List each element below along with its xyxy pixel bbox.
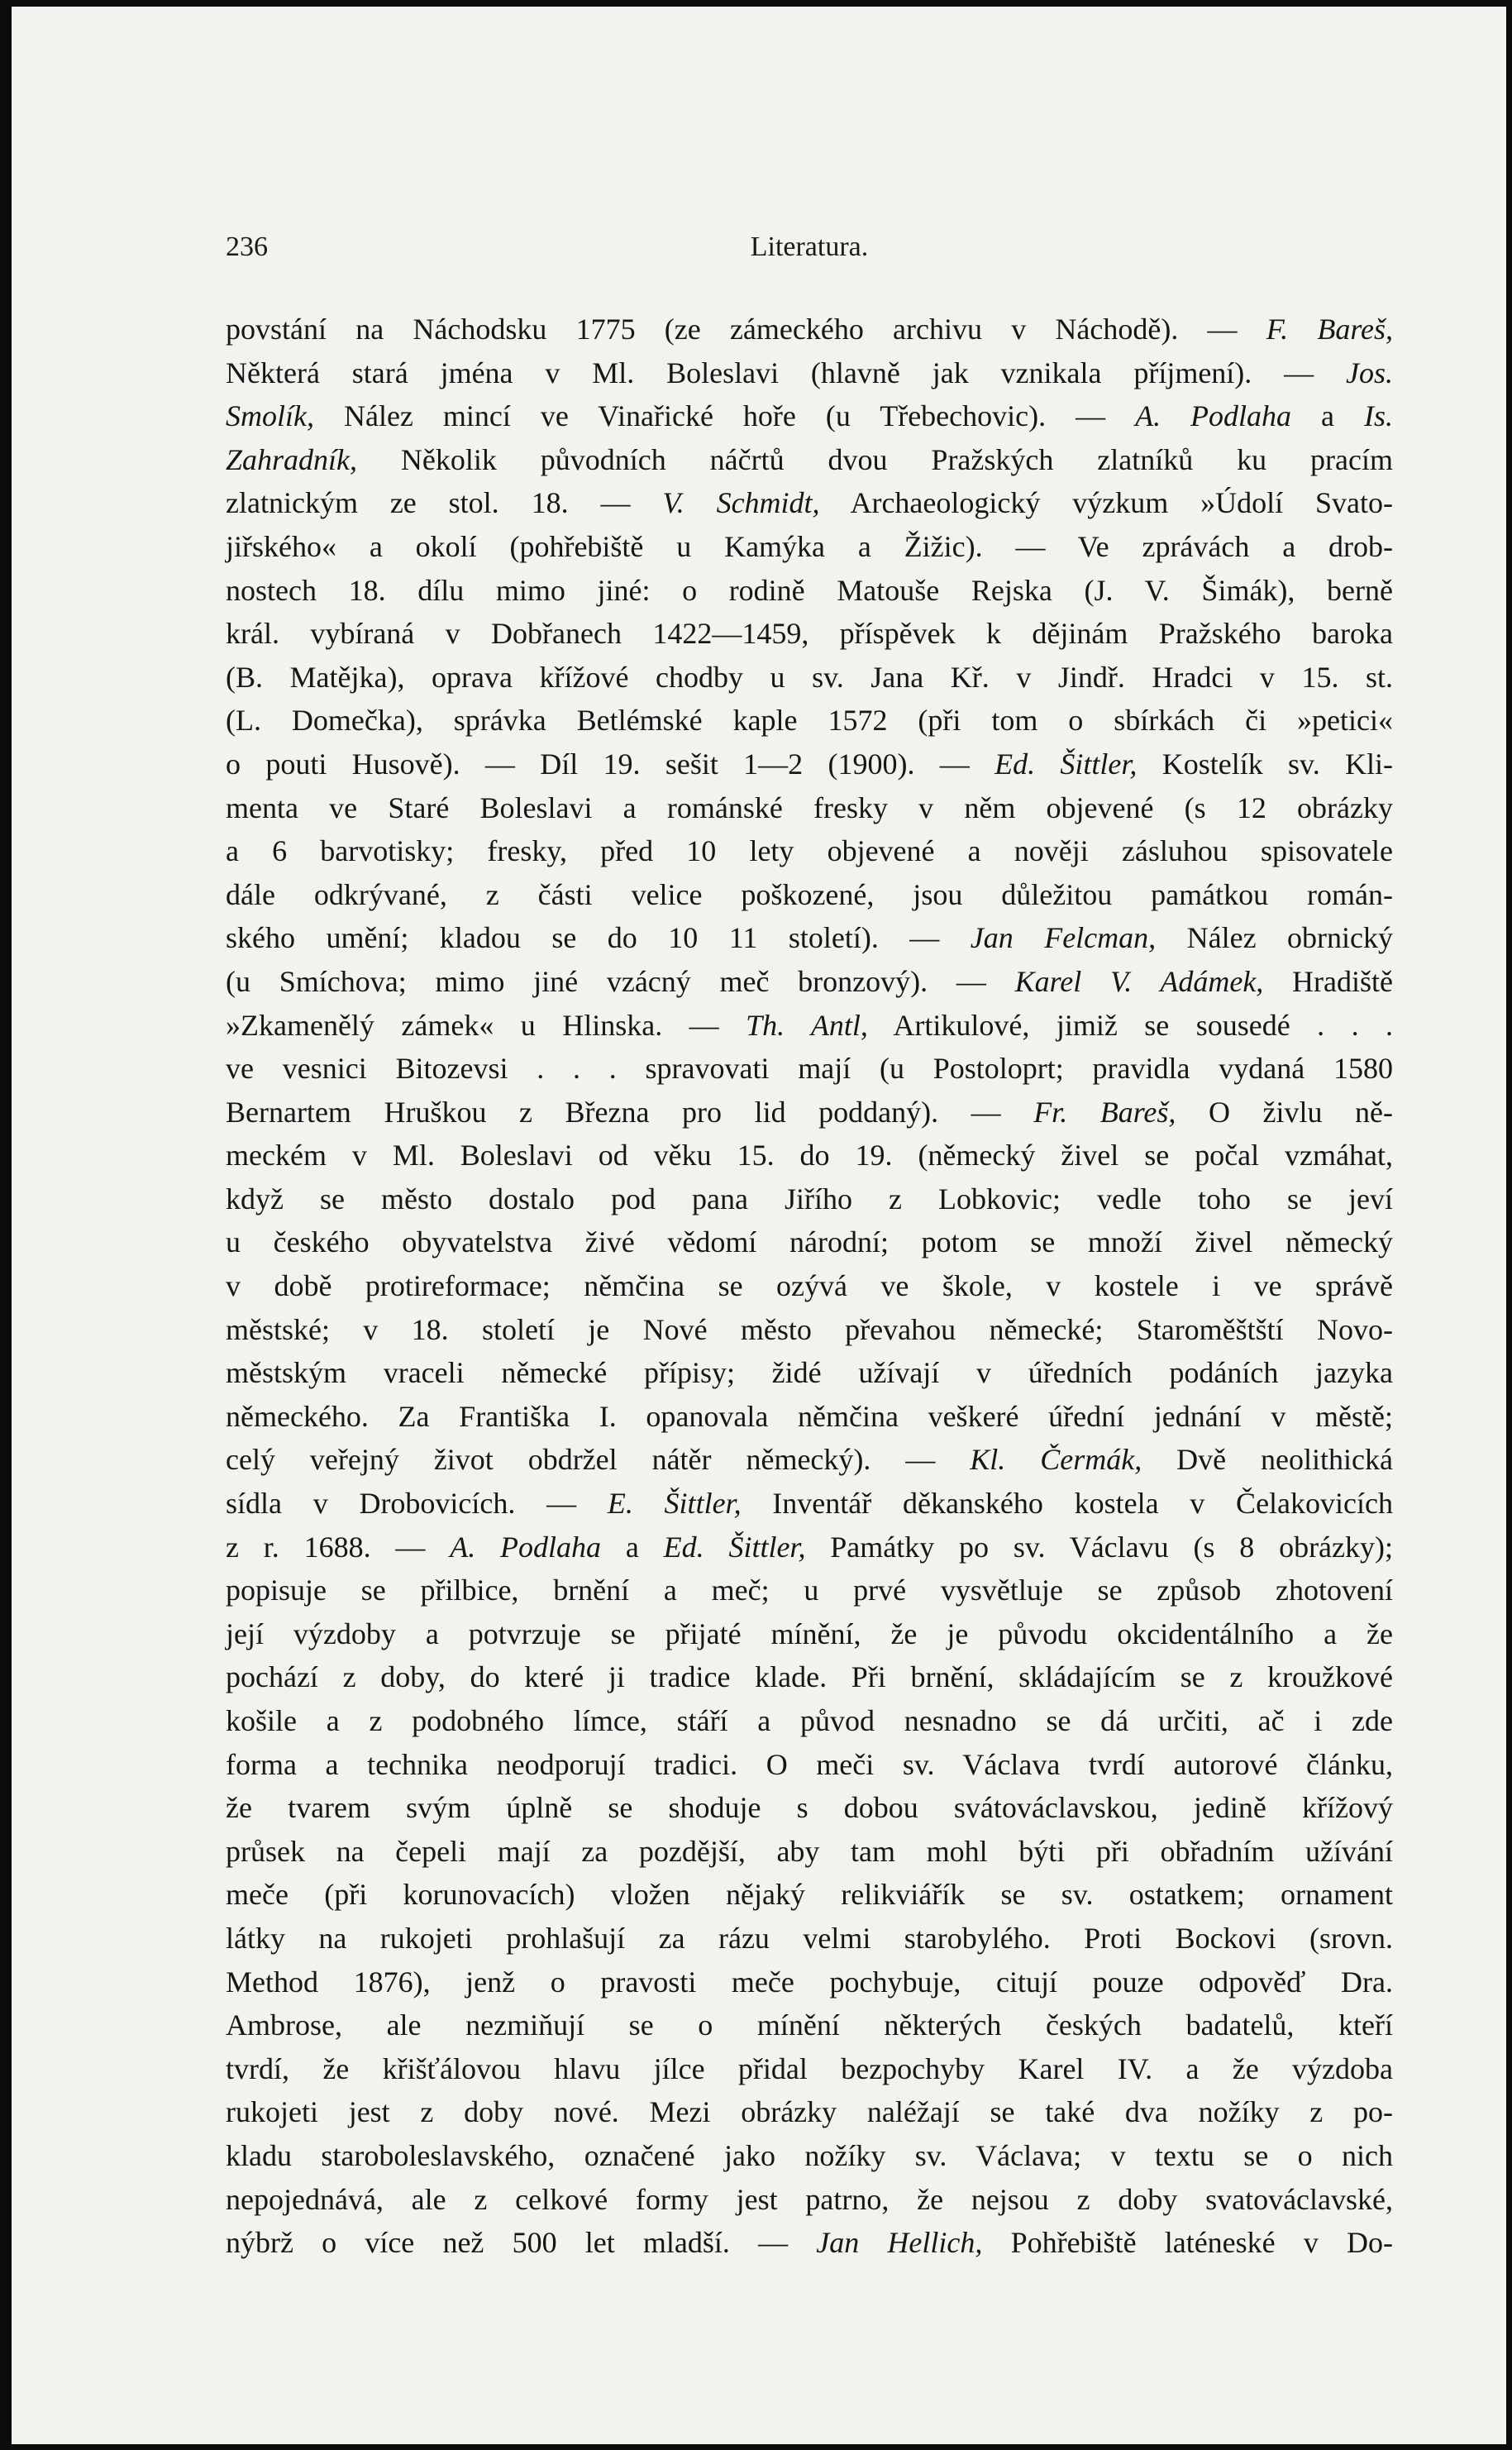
- text-line: [226, 1220, 1393, 1264]
- author-name: Th. Antl,: [746, 1008, 868, 1042]
- text-line: [226, 569, 1393, 613]
- text-segment: že tvarem svým úplně se shoduje s dobou svátováclavskou, jedině křížový: [226, 1791, 1393, 1825]
- text-line: [226, 481, 1393, 525]
- text-segment: (B. Matějka), oprava křížové chodby u sv. Jana Kř. v Jindř. Hradci v 15. st.: [226, 660, 1393, 694]
- text-segment: meckém v Ml. Boleslavi od věku 15. do 19. (německý živel se počal vzmáhat,: [226, 1139, 1393, 1172]
- text-segment: nýbrž o více než 500 let mladší. —: [226, 2226, 817, 2260]
- text-line: [226, 1482, 1393, 1526]
- text-line: [226, 1177, 1393, 1221]
- text-segment: Památky po sv. Václavu (s 8 obrázky);: [805, 1530, 1394, 1564]
- text-segment: pochází z doby, do které ji tradice klade. Při brnění, skládajícím se z kroužkové: [226, 1660, 1393, 1694]
- text-segment: když se město dostalo pod pana Jiřího z Lobkovic; vedle toho se jeví: [226, 1182, 1393, 1215]
- book-page: [12, 7, 1506, 2444]
- text-segment: nostech 18. dílu mimo jiné: o rodině Matouše Rejska (J. V. Šimák), berně: [226, 573, 1393, 607]
- text-segment: ského umění; kladou se do 10 11 století). —: [226, 921, 971, 955]
- text-segment: kladu staroboleslavského, označené jako nožíky sv. Václava; v textu se o nich: [226, 2138, 1393, 2172]
- text-line: [226, 656, 1393, 700]
- author-name: Zahradník,: [226, 442, 358, 476]
- text-segment: městským vraceli německé přípisy; židé užívají v úředních podáních jazyka: [226, 1356, 1393, 1390]
- text-line: [226, 786, 1393, 830]
- text-line: [226, 1351, 1393, 1395]
- text-segment: městské; v 18. století je Nové město převahou německé; Staroměštští Novo-: [226, 1312, 1393, 1346]
- text-segment: látky na rukojeti prohlašují za rázu velmi starobylého. Proti Bockovi (srovn.: [226, 1921, 1393, 1955]
- author-name: Jan Felcman,: [970, 921, 1157, 955]
- body-text: [226, 308, 1393, 2265]
- text-segment: a: [601, 1530, 664, 1564]
- text-line: [226, 2047, 1393, 2091]
- text-segment: jiřského« a okolí (pohřebiště u Kamýka a Žižic). — Ve zprávách a drob-: [226, 529, 1393, 563]
- text-line: [226, 1134, 1393, 1177]
- text-line: [226, 1264, 1393, 1308]
- text-segment: král. vybíraná v Dobřanech 1422—1459, příspěvek k dějinám Pražského baroka: [226, 617, 1393, 651]
- text-segment: popisuje se přilbice, brnění a meč; u prvé vysvětluje se způsob zhotovení: [226, 1574, 1393, 1607]
- text-segment: Method 1876), jenž o pravosti meče pochybuje, citují pouze odpověď Dra.: [226, 1965, 1393, 1999]
- author-name: Jos.: [1346, 356, 1393, 389]
- text-line: [226, 2134, 1393, 2178]
- text-segment: zlatnickým ze stol. 18. —: [226, 486, 663, 520]
- text-line: [226, 2221, 1393, 2265]
- text-segment: Nález obrnický: [1156, 921, 1393, 955]
- text-segment: meče (při korunovacích) vložen nějaký relikviářík se sv. ostatkem; ornament: [226, 1878, 1393, 1912]
- author-name: A. Podlaha: [1135, 399, 1292, 433]
- text-segment: německého. Za Františka I. opanovala němčina veškeré úřední jednání v městě;: [226, 1399, 1393, 1433]
- text-line: [226, 1917, 1393, 1960]
- author-name: Is.: [1364, 399, 1394, 433]
- text-segment: z r. 1688. —: [226, 1530, 451, 1564]
- text-segment: povstání na Náchodsku 1775 (ze zámeckého archivu v Náchodě). —: [226, 313, 1266, 346]
- text-segment: Některá stará jména v Ml. Boleslavi (hlavně jak vznikala příjmení). —: [226, 356, 1346, 389]
- text-line: [226, 2090, 1393, 2134]
- text-segment: její výzdoby a potvrzuje se přijaté mínění, že je původu okcidentálního a že: [226, 1617, 1393, 1650]
- text-line: [226, 743, 1393, 786]
- text-line: [226, 1655, 1393, 1699]
- text-segment: dále odkrývané, z části velice poškozené, jsou důležitou památkou román-: [226, 877, 1393, 911]
- text-segment: (L. Domečka), správka Betlémské kaple 1572 (při tom o sbírkách či »petici«: [226, 704, 1393, 738]
- text-line: [226, 1047, 1393, 1091]
- author-name: Karel V. Adámek,: [1014, 964, 1264, 998]
- text-segment: ve vesnici Bitozevsi . . . spravovati mají (u Postoloprt; pravidla vydaná 1580: [226, 1052, 1393, 1086]
- text-segment: menta ve Staré Boleslavi a románské fresky v něm objevené (s 12 obrázky: [226, 790, 1393, 824]
- text-line: [226, 1699, 1393, 1743]
- text-segment: Pohřebiště laténeské v Do-: [982, 2226, 1393, 2260]
- text-segment: průsek na čepeli mají za pozdější, aby tam mohl býti při obřadním užívání: [226, 1834, 1393, 1868]
- author-name: V. Schmidt,: [662, 486, 820, 520]
- text-line: [226, 2003, 1393, 2047]
- text-segment: sídla v Drobovicích. —: [226, 1487, 608, 1521]
- text-segment: Dvě neolithická: [1142, 1443, 1393, 1477]
- text-segment: Bernartem Hruškou z Března pro lid poddaný). —: [226, 1095, 1034, 1129]
- author-name: Kl. Čermák,: [970, 1443, 1142, 1477]
- text-line: [226, 873, 1393, 917]
- text-line: [226, 2178, 1393, 2222]
- text-line: [226, 1873, 1393, 1917]
- text-segment: »Zkamenělý zámek« u Hlinska. —: [226, 1008, 746, 1042]
- author-name: Fr. Bareš,: [1033, 1095, 1176, 1129]
- text-segment: Artikulové, jimiž se sousedé . . .: [867, 1008, 1394, 1042]
- text-line: [226, 612, 1393, 656]
- author-name: F. Bareš,: [1266, 313, 1393, 346]
- text-segment: košile a z podobného límce, stáří a původ nesnadno se dá určiti, ač i zde: [226, 1704, 1393, 1737]
- text-line: [226, 1004, 1393, 1048]
- text-segment: u českého obyvatelstva živé vědomí národní; potom se množí živel německý: [226, 1225, 1393, 1259]
- text-line: [226, 351, 1393, 395]
- author-name: Ed. Šittler,: [663, 1530, 806, 1564]
- text-segment: forma a technika neodporují tradici. O meči sv. Václava tvrdí autorové článku,: [226, 1747, 1393, 1781]
- text-line: [226, 525, 1393, 569]
- text-segment: Několik původních náčrtů dvou Pražských zlatníků ku pracím: [357, 442, 1393, 476]
- author-name: Ed. Šittler,: [994, 747, 1138, 781]
- text-segment: O živlu ně-: [1176, 1095, 1393, 1129]
- text-line: [226, 1612, 1393, 1656]
- text-line: [226, 1830, 1393, 1874]
- text-segment: Nález mincí ve Vinařické hoře (u Třebechovic). —: [313, 399, 1136, 433]
- text-line: [226, 1091, 1393, 1134]
- text-segment: (u Smíchova; mimo jiné vzácný meč bronzový). —: [226, 964, 1015, 998]
- text-line: [226, 1308, 1393, 1352]
- running-title: Literatura.: [750, 232, 869, 262]
- text-segment: Archaeologický výzkum »Údolí Svato-: [819, 486, 1393, 520]
- text-segment: nepojednává, ale z celkové formy jest patrno, že nejsou z doby svatováclavské,: [226, 2182, 1393, 2216]
- text-segment: Kostelík sv. Kli-: [1137, 747, 1393, 781]
- text-segment: v době protireformace; němčina se ozývá ve škole, v kostele i ve správě: [226, 1269, 1393, 1303]
- text-line: [226, 1569, 1393, 1612]
- page-header: [226, 232, 1393, 273]
- text-line: [226, 916, 1393, 960]
- text-line: [226, 960, 1393, 1004]
- text-line: [226, 308, 1393, 351]
- author-name: A. Podlaha: [450, 1530, 602, 1564]
- text-segment: Hradiště: [1263, 964, 1393, 998]
- text-segment: o pouti Husově). — Díl 19. sešit 1—2 (1900). —: [226, 747, 995, 781]
- text-segment: rukojeti jest z doby nové. Mezi obrázky naléžají se také dva nožíky z po-: [226, 2095, 1393, 2129]
- text-segment: tvrdí, že křišťálovou hlavu jílce přidal bezpochyby Karel IV. a že výzdoba: [226, 2051, 1393, 2085]
- text-line: [226, 1743, 1393, 1787]
- text-segment: a 6 barvotisky; fresky, před 10 lety objevené a nověji zásluhou spisovatele: [226, 834, 1393, 868]
- text-line: [226, 1395, 1393, 1439]
- text-line: [226, 829, 1393, 873]
- page-number: 236: [226, 232, 268, 262]
- text-line: [226, 1438, 1393, 1482]
- author-name: Jan Hellich,: [816, 2226, 983, 2260]
- author-name: E. Šittler,: [607, 1487, 742, 1521]
- text-line: [226, 1786, 1393, 1830]
- text-line: [226, 394, 1393, 438]
- author-name: Smolík,: [226, 399, 314, 433]
- text-line: [226, 699, 1393, 743]
- text-segment: a: [1291, 399, 1365, 433]
- text-segment: Ambrose, ale nezmiňují se o mínění některých českých badatelů, kteří: [226, 2008, 1393, 2042]
- text-segment: celý veřejný život obdržel nátěr německý). —: [226, 1443, 971, 1477]
- text-line: [226, 438, 1393, 482]
- text-segment: Inventář děkanského kostela v Čelakovicích: [741, 1487, 1393, 1521]
- text-line: [226, 1960, 1393, 2004]
- text-line: [226, 1526, 1393, 1569]
